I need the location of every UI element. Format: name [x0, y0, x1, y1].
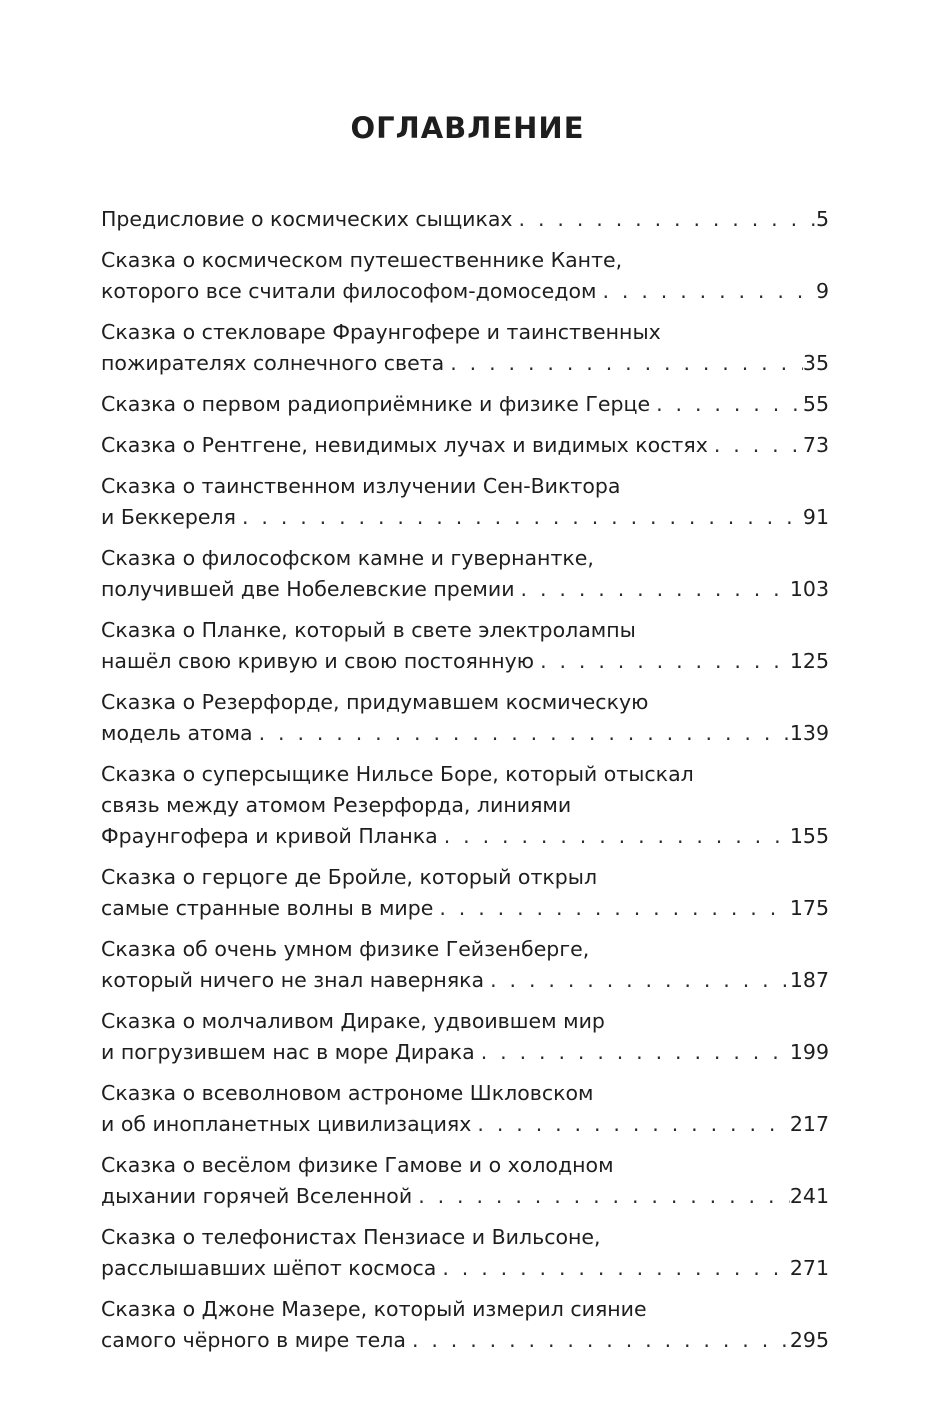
toc-page-number: 5 — [815, 207, 829, 231]
toc-entry-line — [101, 204, 829, 235]
dot-leader — [650, 389, 803, 420]
toc-entry-line — [101, 759, 829, 790]
toc-page-number: 175 — [789, 896, 829, 920]
toc-entry-title: Сказка о Резерфорде, придумавшем космическую — [101, 690, 649, 714]
toc-entry-line — [101, 389, 829, 420]
toc-entry-line — [101, 1253, 829, 1284]
toc-entry-line — [101, 471, 829, 502]
dot-leader — [534, 646, 790, 677]
toc-entry-line — [101, 317, 829, 348]
toc-page-number: 155 — [789, 824, 829, 848]
toc-entry — [101, 430, 829, 461]
dot-leader — [438, 821, 790, 852]
toc-page-number: 35 — [802, 351, 829, 375]
toc-entry-title: Предисловие о космических сыщиках — [101, 207, 513, 231]
toc-entry — [101, 204, 829, 235]
toc-entry-line — [101, 1222, 829, 1253]
toc-entry — [101, 543, 829, 605]
toc-entry-title: Сказка о герцоге де Бройле, который открыл — [101, 865, 598, 889]
toc-page-number: 125 — [789, 649, 829, 673]
toc-page-number: 103 — [789, 577, 829, 601]
toc-entry-title: Сказка о Планке, который в свете электролампы — [101, 618, 636, 642]
toc-page-number: 187 — [789, 968, 829, 992]
toc-entry-line — [101, 1150, 829, 1181]
toc-entry-line — [101, 348, 829, 379]
toc-page-number: 73 — [802, 433, 829, 457]
toc-entry-title: Сказка о Джоне Мазере, который измерил сияние — [101, 1297, 647, 1321]
toc-entry-title: Сказка о таинственном излучении Сен-Виктора — [101, 474, 621, 498]
dot-leader — [433, 893, 789, 924]
toc-entry-title: пожирателях солнечного света — [101, 351, 445, 375]
toc-entry-title: самые странные волны в мире — [101, 896, 434, 920]
toc-page-number: 217 — [789, 1112, 829, 1136]
toc-entry — [101, 245, 829, 307]
toc-entry-title: Фраунгофера и кривой Планка — [101, 824, 438, 848]
toc-entry-title: самого чёрного в мире тела — [101, 1328, 406, 1352]
toc-entry-title: который ничего не знал наверняка — [101, 968, 485, 992]
toc-entry-line — [101, 1037, 829, 1068]
toc-entry — [101, 615, 829, 677]
toc-page-number: 139 — [789, 721, 829, 745]
toc-page-number: 91 — [802, 505, 829, 529]
toc-entry-title: Сказка о весёлом физике Гамове и о холодном — [101, 1153, 614, 1177]
toc-entry-title: Сказка о первом радиоприёмнике и физике Герце — [101, 392, 651, 416]
dot-leader — [412, 1181, 790, 1212]
toc-entry-line — [101, 687, 829, 718]
toc-entry-title: и Беккереля — [101, 505, 236, 529]
toc-entry — [101, 471, 829, 533]
toc-page-number: 295 — [789, 1328, 829, 1352]
toc-entry — [101, 317, 829, 379]
toc-entry-line — [101, 821, 829, 852]
toc-entry-title: Сказка о космическом путешественнике Канте, — [101, 248, 623, 272]
toc-entry-title: Сказка о всеволновом астрономе Шкловском — [101, 1081, 594, 1105]
toc-entry-title: нашёл свою кривую и свою постоянную — [101, 649, 535, 673]
dot-leader — [406, 1325, 790, 1356]
toc-entry — [101, 759, 829, 852]
toc-entry-line — [101, 718, 829, 749]
toc-entry-line — [101, 430, 829, 461]
toc-entry-line — [101, 245, 829, 276]
toc-entry-line — [101, 1181, 829, 1212]
toc-entry-title: Сказка о телефонистах Пензиасе и Вильсоне, — [101, 1225, 601, 1249]
toc-entry-title: модель атома — [101, 721, 253, 745]
toc-entry-line — [101, 615, 829, 646]
toc-entry-line — [101, 646, 829, 677]
toc-entry-line — [101, 543, 829, 574]
toc-entry-title: связь между атомом Резерфорда, линиями — [101, 793, 572, 817]
toc-page-number: 55 — [802, 392, 829, 416]
toc-entry-line — [101, 862, 829, 893]
toc-entry-line — [101, 276, 829, 307]
toc-entry — [101, 1078, 829, 1140]
toc-entry-line — [101, 1294, 829, 1325]
dot-leader — [236, 502, 803, 533]
toc-entry-title: Сказка о философском камне и гувернантке, — [101, 546, 594, 570]
toc-entry-line — [101, 1078, 829, 1109]
dot-leader — [436, 1253, 790, 1284]
toc-page-number: 199 — [789, 1040, 829, 1064]
toc-entry-title: получившей две Нобелевские премии — [101, 577, 515, 601]
toc-entry-line — [101, 574, 829, 605]
toc-entry-line — [101, 893, 829, 924]
dot-leader — [444, 348, 803, 379]
toc-entry-line — [101, 790, 829, 821]
page-title: ОГЛАВЛЕНИЕ — [350, 111, 585, 145]
toc-entry-title: расслышавших шёпот космоса — [101, 1256, 437, 1280]
toc-entry-title: Сказка об очень умном физике Гейзенберге, — [101, 937, 590, 961]
dot-leader — [513, 204, 816, 235]
toc-page-number: 9 — [815, 279, 829, 303]
toc-entry-title: дыхании горячей Вселенной — [101, 1184, 413, 1208]
toc-entry — [101, 687, 829, 749]
toc-entry-title: Сказка о стекловаре Фраунгофере и таинственных — [101, 320, 661, 344]
dot-leader — [471, 1109, 789, 1140]
toc-entry — [101, 389, 829, 420]
toc-entry — [101, 1294, 829, 1356]
toc-entry-title: которого все считали философом-домоседом — [101, 279, 597, 303]
toc-entry-line — [101, 1325, 829, 1356]
toc-page-number: 241 — [789, 1184, 829, 1208]
toc-entry-title: и об инопланетных цивилизациях — [101, 1112, 472, 1136]
toc-entry — [101, 1150, 829, 1212]
dot-leader — [475, 1037, 790, 1068]
toc-entry — [101, 862, 829, 924]
toc-page-number: 271 — [789, 1256, 829, 1280]
toc-entry — [101, 1006, 829, 1068]
dot-leader — [708, 430, 803, 461]
toc-entry-line — [101, 502, 829, 533]
table-of-contents — [101, 204, 829, 1366]
toc-entry-title: и погрузившем нас в море Дирака — [101, 1040, 475, 1064]
toc-entry-line — [101, 1109, 829, 1140]
toc-entry-title: Сказка о Рентгене, невидимых лучах и видимых костях — [101, 433, 708, 457]
dot-leader — [484, 965, 790, 996]
toc-entry-title: Сказка о молчаливом Дираке, удвоившем мир — [101, 1009, 605, 1033]
dot-leader — [515, 574, 790, 605]
toc-entry — [101, 1222, 829, 1284]
toc-entry-title: Сказка о суперсыщике Нильсе Боре, который отыскал — [101, 762, 694, 786]
dot-leader — [253, 718, 790, 749]
toc-entry-line — [101, 934, 829, 965]
toc-entry — [101, 934, 829, 996]
toc-entry-line — [101, 965, 829, 996]
toc-entry-line — [101, 1006, 829, 1037]
dot-leader — [596, 276, 815, 307]
